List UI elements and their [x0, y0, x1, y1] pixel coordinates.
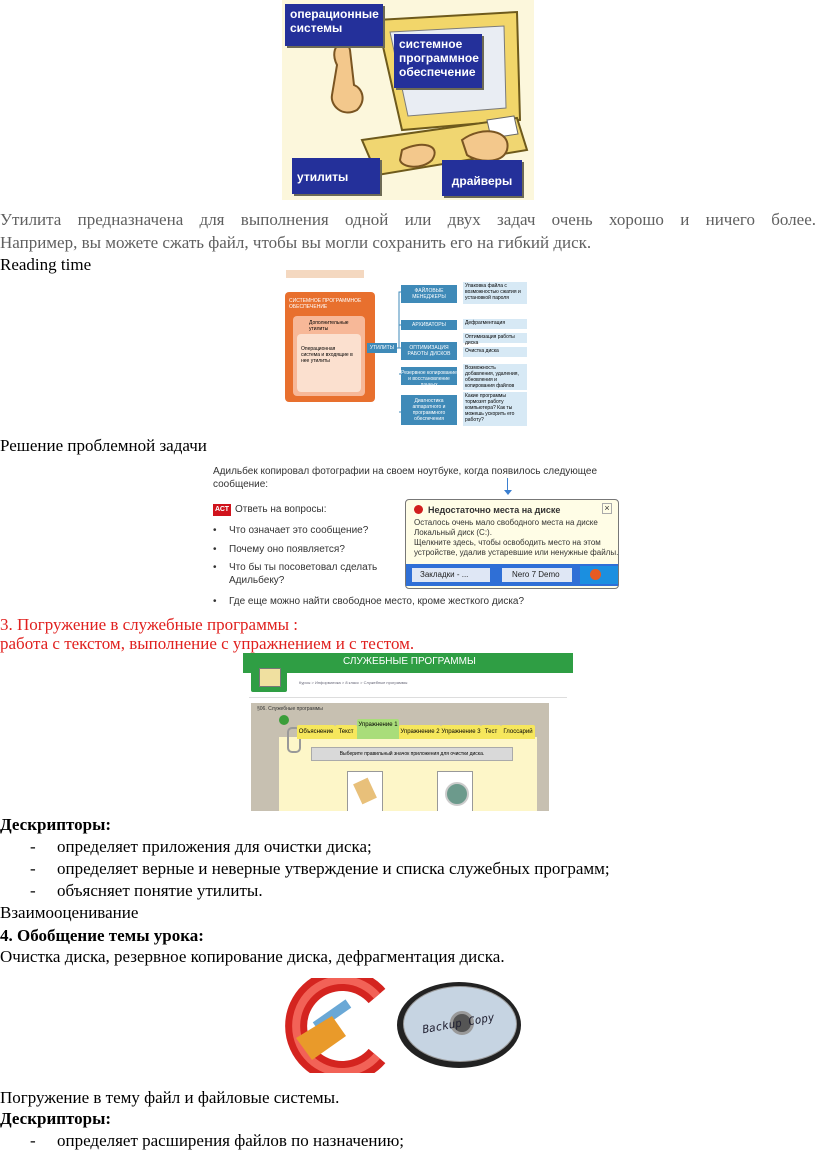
section4-title: 4. Обобщение темы урока: [0, 926, 204, 945]
detail-backup: Возможность добавления, удаления, обновления и копирования файлов [463, 364, 527, 390]
backup-label: Backup Copy [421, 1010, 496, 1037]
tab-exercise-3[interactable]: Упражнение 3 [441, 725, 481, 739]
utility-paragraph-line1: Утилита предназначена для выполнения одной или двух задач очень хорошо и ничего более. [0, 210, 816, 229]
tab-test[interactable]: Тест [481, 725, 501, 739]
utility-paragraph-line2: Например, вы можете сжать файл, чтобы вы могли сохранить его на гибкий диск. [0, 233, 592, 252]
task-intro-line1: Адильбек копировал фотографии на своем ноутбуке, когда появилось следующее [213, 466, 598, 477]
descriptors2-title: Дескрипторы: [0, 1109, 112, 1128]
question-3-cont: Адильбеку? [229, 575, 285, 586]
task-intro-line2: сообщение: [213, 479, 269, 490]
descriptor-item: объясняет понятие утилиты. [57, 881, 263, 900]
peer-assessment: Взаимооценивание [0, 903, 139, 922]
backup-disk-icon [397, 982, 521, 1068]
breadcrumb[interactable]: Курсы > Информатика > 8 класс > Служебные программы [299, 680, 408, 685]
detail-cleanup: Очистка диска [463, 347, 527, 357]
category-file-managers: ФАЙЛОВЫЕ МЕНЕДЖЕРЫ [401, 285, 457, 303]
reading-time: Reading time [0, 255, 92, 274]
answer-option-broom[interactable] [347, 771, 383, 811]
answer-label: Ответь на вопросы: [235, 504, 327, 515]
tray-icon[interactable] [590, 569, 601, 580]
course-header-title: СЛУЖЕБНЫЕ ПРОГРАММЫ [343, 656, 476, 667]
problem-task-title: Решение проблемной задачи [0, 436, 207, 455]
monitor-icon [259, 668, 281, 687]
course-content-panel [279, 737, 537, 811]
tab-glossary[interactable]: Глоссарий [501, 725, 535, 739]
taskbar-item-nero[interactable]: Nero 7 Demo [502, 568, 572, 582]
error-icon [414, 505, 423, 514]
descriptors-title: Дескрипторы: [0, 815, 112, 834]
question-4: Где еще можно найти свободное место, кроме жесткого диска? [229, 596, 525, 607]
act-badge: АСТ [213, 504, 231, 516]
course-card-title: §06. Служебные программы [257, 706, 323, 712]
answer-option-disk[interactable] [437, 771, 473, 811]
detail-diagnostics: Какие программы тормозят работу компьютера? Как ты можешь ускорить его работу? [463, 392, 527, 426]
system-software-illustration [282, 0, 534, 200]
popup-title: Недостаточно места на диске [428, 505, 561, 515]
question-2: Почему оно появляется? [229, 544, 345, 555]
utilities-hub: УТИЛИТЫ [367, 343, 397, 353]
system-software-block: СИСТЕМНОЕ ПРОГРАММНОЕ ОБЕСПЕЧЕНИЕ Дополнительные утилиты Операционная система и входящие в нее утилиты [285, 292, 375, 402]
question-3: Что бы ты посоветовал сделать [229, 562, 378, 573]
problem-task-figure: Адильбек копировал фотографии на своем ноутбуке, когда появилось следующее сообщение: АСТ Ответь на вопросы: • Что означает это сообщение? • Почему оно появляется? • Что бы ты посоветовал сделать Адильбеку? • Где еще можно найти свободное место, кроме жесткого диска? Недостаточно места на диске × Осталось очень мало свободного места на диске Локальный диск (C:). Щелкните здесь, чтобы освободить место на этом устройстве, удалив устаревшие или ненужные файлы. Закладки - ... Nero 7 Demo [205, 462, 620, 610]
course-logo [251, 662, 287, 692]
tab-text[interactable]: Текст [335, 725, 357, 739]
utilities-diagram [283, 270, 528, 432]
section3-subtitle: работа с текстом, выполнение с упражнением и с тестом. [0, 634, 415, 653]
low-disk-popup[interactable]: Недостаточно места на диске × Осталось очень мало свободного места на диске Локальный диск (C:). Щелкните здесь, чтобы освободить место на этом устройстве, удалив устаревшие или ненужные файлы. Закладки - ... Nero 7 Demo [405, 499, 619, 589]
taskbar [406, 564, 618, 586]
close-icon[interactable]: × [602, 503, 612, 514]
box-utilities: утилиты [292, 158, 380, 194]
immersion-line: Погружение в тему файл и файловые системы. [0, 1088, 340, 1107]
taskbar-item-bookmarks[interactable]: Закладки - ... [412, 568, 490, 582]
detail-packing: Упаковка файла с возможностью сжатия и установкой пароля [463, 282, 527, 304]
category-backup: Резервное копирование и восстановление данных [401, 367, 457, 385]
category-diagnostics: Диагностика аппаратного и программного обеспечения [401, 395, 457, 425]
tab-exercise-2[interactable]: Упражнение 2 [399, 725, 441, 739]
descriptor-item: определяет приложения для очистки диска; [57, 837, 372, 856]
tab-exercise-1[interactable]: Упражнение 1 [357, 719, 399, 739]
exercise-instruction: Выберите правильный значок приложения для очистки диска. [311, 747, 513, 761]
disk-icon [445, 782, 469, 806]
detail-optimization: Оптимизация работы диска [463, 333, 527, 343]
dash: - [30, 1131, 36, 1150]
question-1: Что означает это сообщение? [229, 525, 369, 536]
course-header-bar [243, 653, 573, 673]
tab-explanation[interactable]: Объяснение [297, 725, 335, 739]
box-operating-systems: операционные системы [285, 4, 383, 46]
add-icon[interactable] [279, 715, 289, 725]
dash: - [30, 881, 36, 900]
descriptor-item: определяет верные и неверные утверждение и списка служебных программ; [57, 859, 610, 878]
descriptor-item: определяет расширения файлов по назначению; [57, 1131, 405, 1150]
broom-icon [353, 778, 377, 805]
course-screenshot [243, 653, 573, 811]
utility-icons [272, 978, 522, 1073]
dash: - [30, 859, 36, 878]
course-card [251, 703, 549, 811]
category-archivers: АРХИВАТОРЫ [401, 320, 457, 330]
detail-defrag: Дефрагментация [463, 319, 527, 329]
section3-title: 3. Погружение в служебные программы : [0, 615, 298, 634]
category-disk-optimization: ОПТИМИЗАЦИЯ РАБОТЫ ДИСКОВ [401, 342, 457, 360]
box-system-software: системное программное обеспечение [394, 34, 482, 88]
box-drivers: драйверы [442, 160, 522, 196]
section4-text: Очистка диска, резервное копирование диска, дефрагментация диска. [0, 947, 505, 966]
dash: - [30, 837, 36, 856]
